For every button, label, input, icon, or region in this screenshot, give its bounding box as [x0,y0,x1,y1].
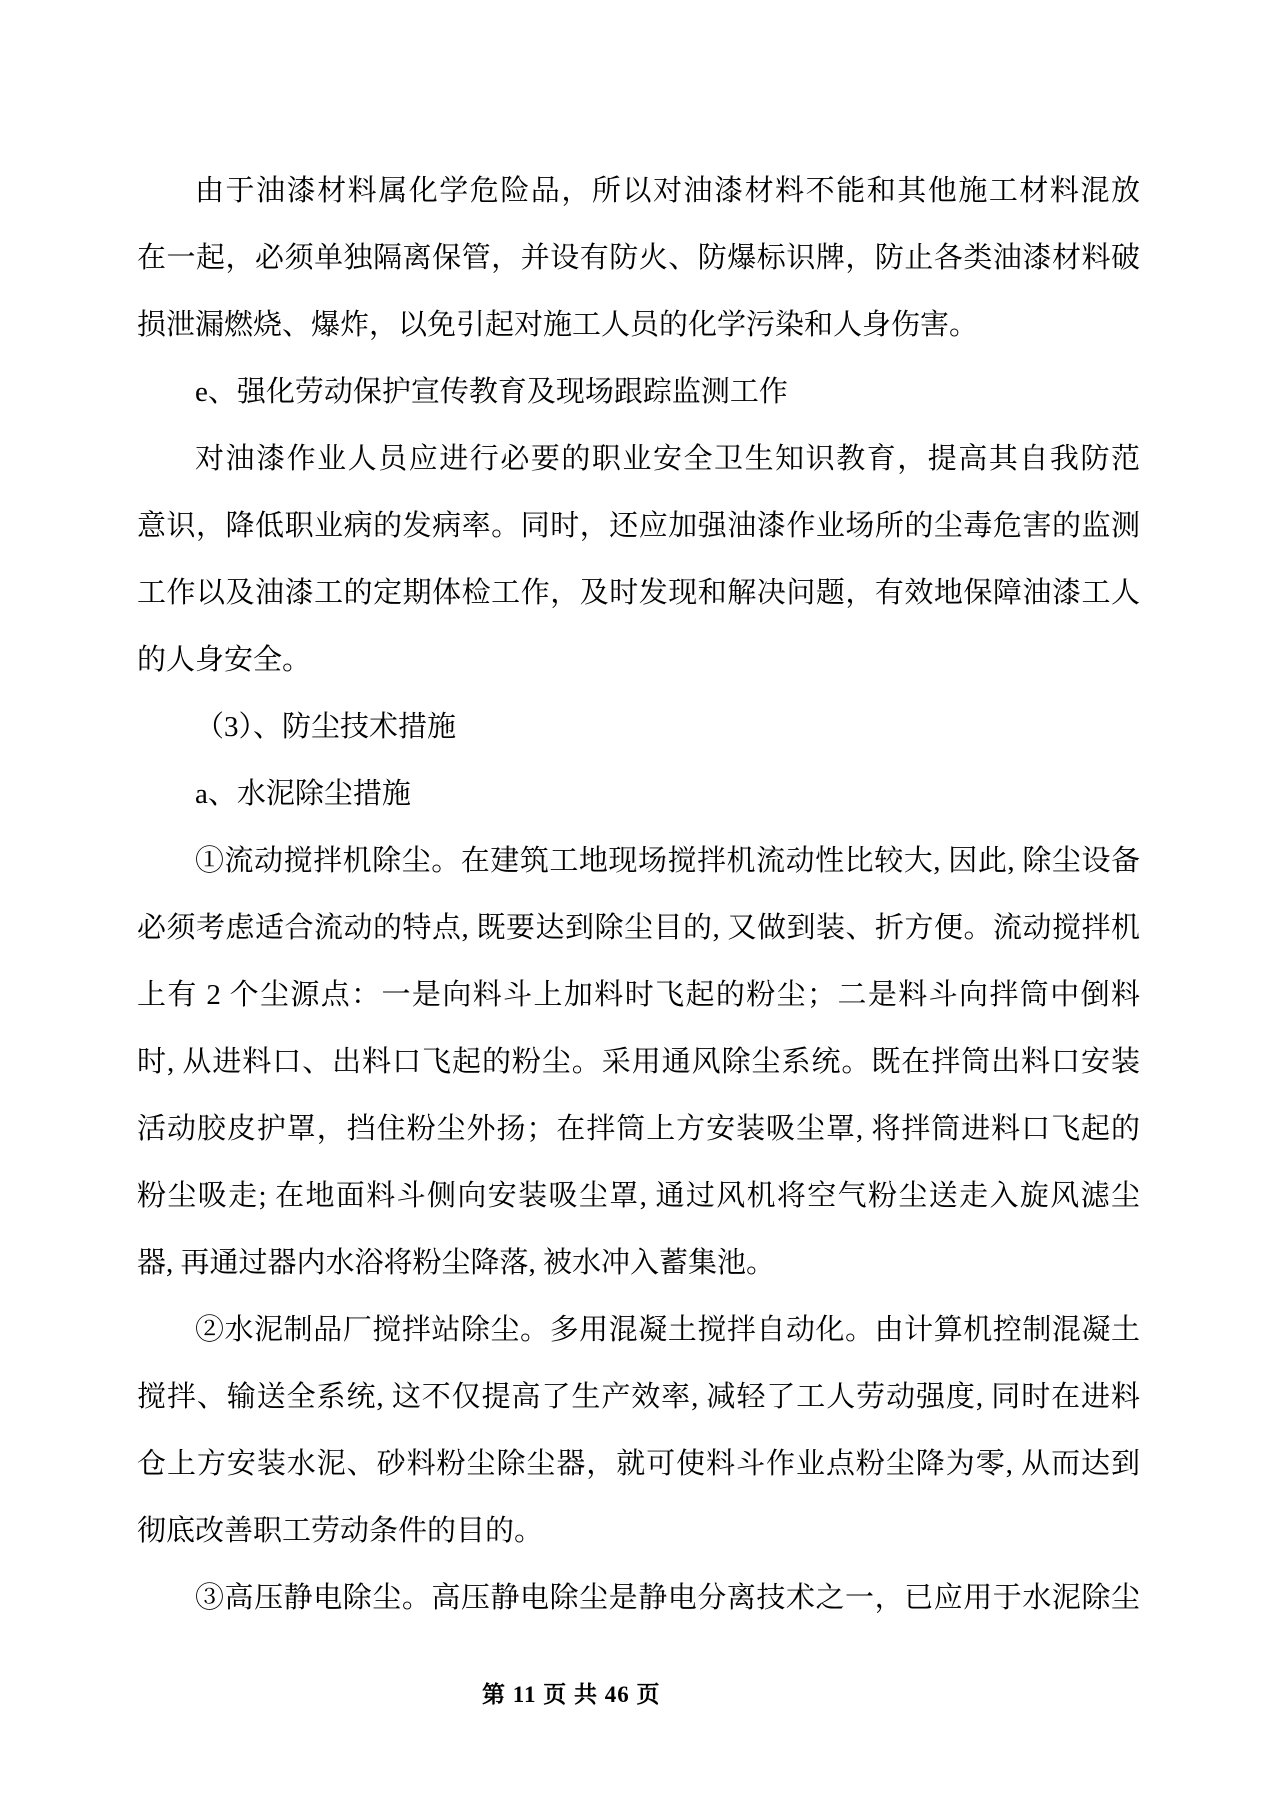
text-line: 损泄漏燃烧、爆炸，以免引起对施工人员的化学污染和人身伤害。 [137,309,979,341]
page-number-text: 第 11 页 共 46 页 [482,1682,661,1707]
text-line: 由于油漆材料属化学危险品，所以对油漆材料不能和其他施工材料混放 [195,175,1140,207]
text-line: a、水泥除尘措施 [195,778,411,810]
text-line: 器, 再通过器内水浴将粉尘降落, 被水冲入蓄集池。 [137,1247,776,1279]
text-line: 必须考虑适合流动的特点, 既要达到除尘目的, 又做到装、折方便。流动搅拌机 [137,912,1140,944]
text-line: 的人身安全。 [137,644,312,676]
text-line: （3）、防尘技术措施 [195,711,457,743]
text-line: ①流动搅拌机除尘。在建筑工地现场搅拌机流动性比较大, 因此, 除尘设备 [195,845,1140,877]
text-line: 时, 从进料口、出料口飞起的粉尘。采用通风除尘系统。既在拌筒出料口安装 [137,1046,1140,1078]
text-line: 对油漆作业人员应进行必要的职业安全卫生知识教育，提高其自我防范 [195,443,1140,475]
para-paint-material-storage [137,158,1140,359]
text-line: 意识，降低职业病的发病率。同时，还应加强油漆作业场所的尘毒危害的监测 [137,510,1140,542]
heading-e-labor-protection [137,359,1140,426]
para-3-electrostatic-dust [137,1565,1140,1632]
para-2-batching-plant-dust [137,1297,1140,1565]
para-1-mobile-mixer-dust [137,828,1140,1297]
heading-a-cement-dust [137,761,1140,828]
text-line: 彻底改善职工劳动条件的目的。 [137,1515,544,1547]
document-body [137,158,1140,1632]
text-line: 在一起，必须单独隔离保管，并设有防火、防爆标识牌，防止各类油漆材料破 [137,242,1140,274]
text-line: 搅拌、输送全系统, 这不仅提高了生产效率, 减轻了工人劳动强度, 同时在进料 [137,1381,1140,1413]
text-line: e、强化劳动保护宣传教育及现场跟踪监测工作 [195,376,788,408]
text-line: 活动胶皮护罩，挡住粉尘外扬；在拌筒上方安装吸尘罩, 将拌筒进料口飞起的 [137,1113,1140,1145]
heading-3-dust-prevention [137,694,1140,761]
text-line: 粉尘吸走; 在地面料斗侧向安装吸尘罩, 通过风机将空气粉尘送走入旋风滤尘 [137,1180,1140,1212]
page-footer [482,1680,660,1710]
text-line: 上有 2 个尘源点：一是向料斗上加料时飞起的粉尘；二是料斗向拌筒中倒料 [137,979,1140,1011]
text-line: 工作以及油漆工的定期体检工作，及时发现和解决问题，有效地保障油漆工人 [137,577,1140,609]
para-worker-education [137,426,1140,694]
text-line: 仓上方安装水泥、砂料粉尘除尘器，就可使料斗作业点粉尘降为零, 从而达到 [137,1448,1140,1480]
text-line: ③高压静电除尘。高压静电除尘是静电分离技术之一，已应用于水泥除尘 [195,1582,1140,1614]
text-line: ②水泥制品厂搅拌站除尘。多用混凝土搅拌自动化。由计算机控制混凝土 [195,1314,1140,1346]
